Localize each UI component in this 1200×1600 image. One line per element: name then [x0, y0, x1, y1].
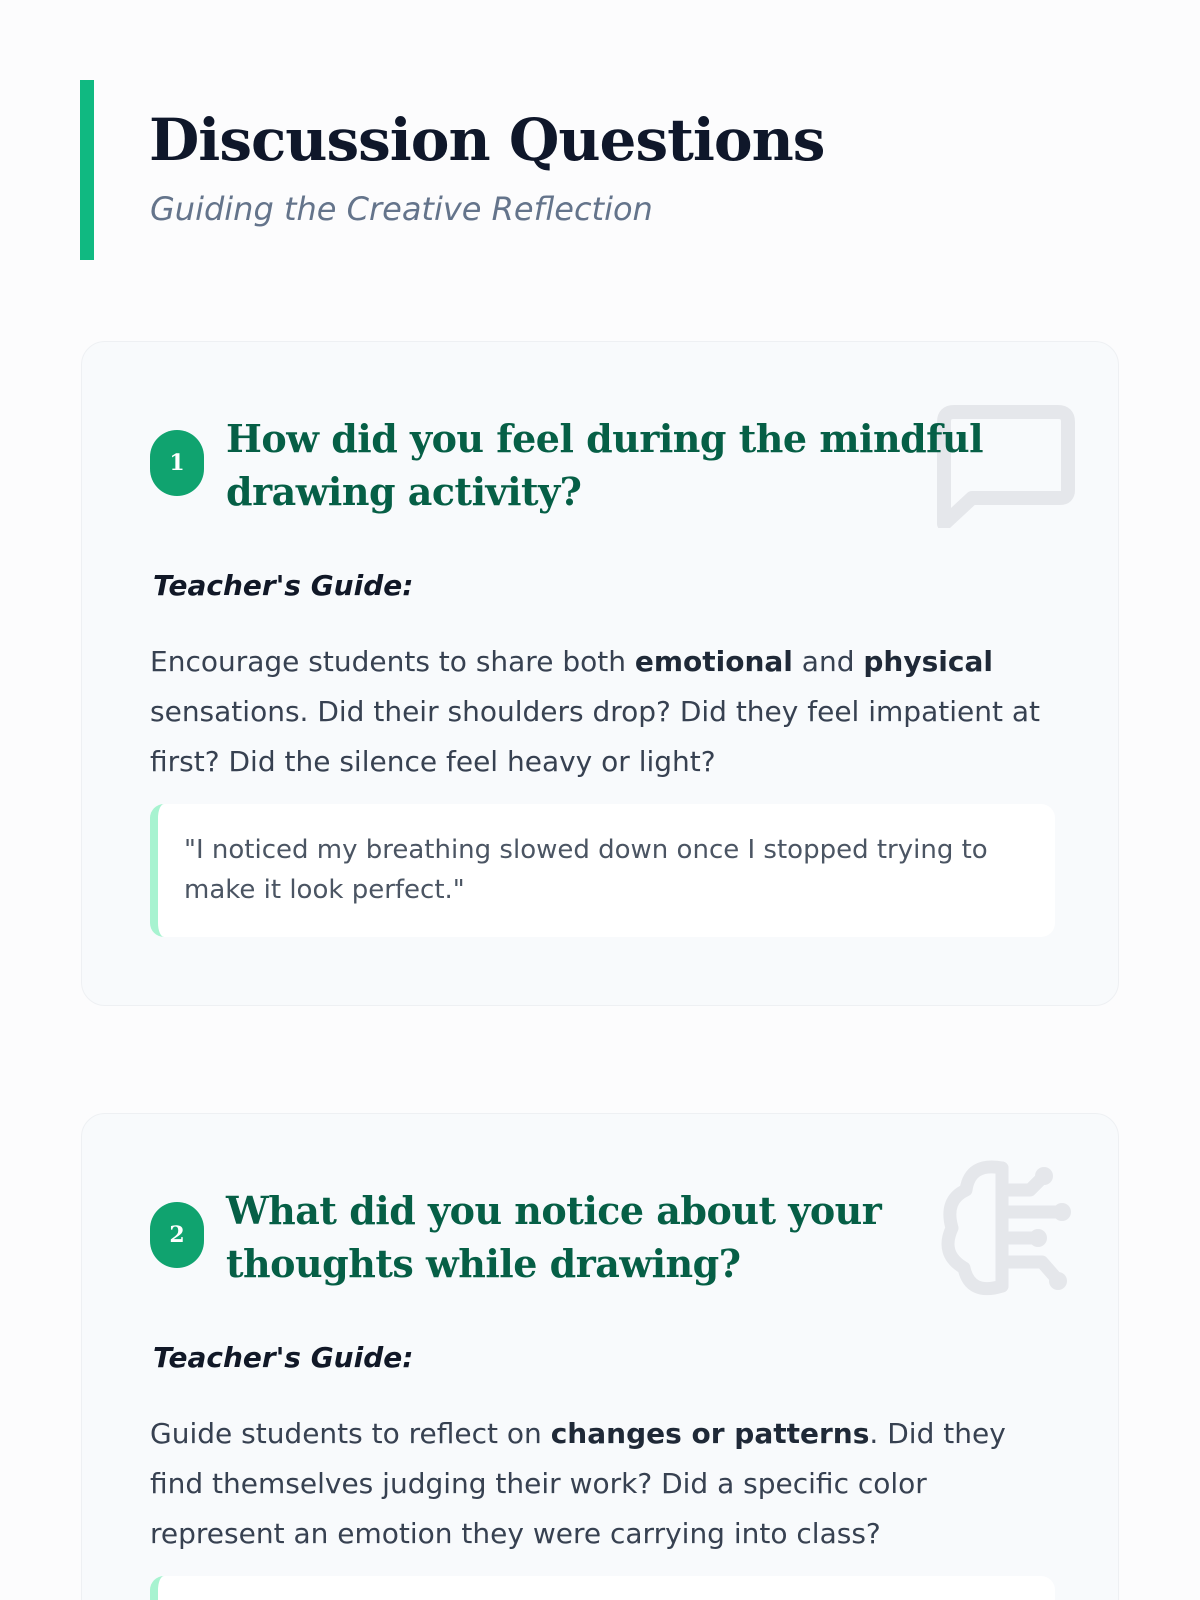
accent-bar: [80, 80, 94, 260]
teacher-guide-text: Guide students to reflect on changes or patterns. Did they find themselves judging their work? Did a specific color represent an emotion they were carrying into class?: [150, 1417, 1006, 1550]
emphasis-text: emotional: [634, 645, 793, 678]
question-title: What did you notice about your thoughts while drawing?: [226, 1188, 882, 1286]
teacher-guide-label: Teacher's Guide:: [153, 569, 414, 602]
quote-text: "I noticed my breathing slowed down once I stopped trying to make it look perfect.": [184, 835, 988, 905]
teacher-guide-label: Teacher's Guide:: [153, 1341, 414, 1374]
student-quote: [150, 1576, 1055, 1600]
question-number-badge: 1: [150, 430, 204, 496]
question-title: How did you feel during the mindful drawing activity?: [226, 416, 984, 514]
question-number-badge: 2: [150, 1202, 204, 1268]
page-title: Discussion Questions: [149, 106, 825, 174]
question-card: [81, 341, 1119, 1006]
question-card: [81, 1113, 1119, 1600]
teacher-guide-text: Encourage students to share both emotional and physical sensations. Did their shoulders drop? Did they feel impatient at first? Did the silence feel heavy or light?: [150, 645, 1040, 778]
student-quote: [150, 804, 1055, 937]
emphasis-text: physical: [863, 645, 993, 678]
emphasis-text: changes or patterns: [550, 1417, 870, 1450]
page-subtitle: Guiding the Creative Reflection: [150, 190, 653, 228]
page-header: [80, 80, 1120, 260]
